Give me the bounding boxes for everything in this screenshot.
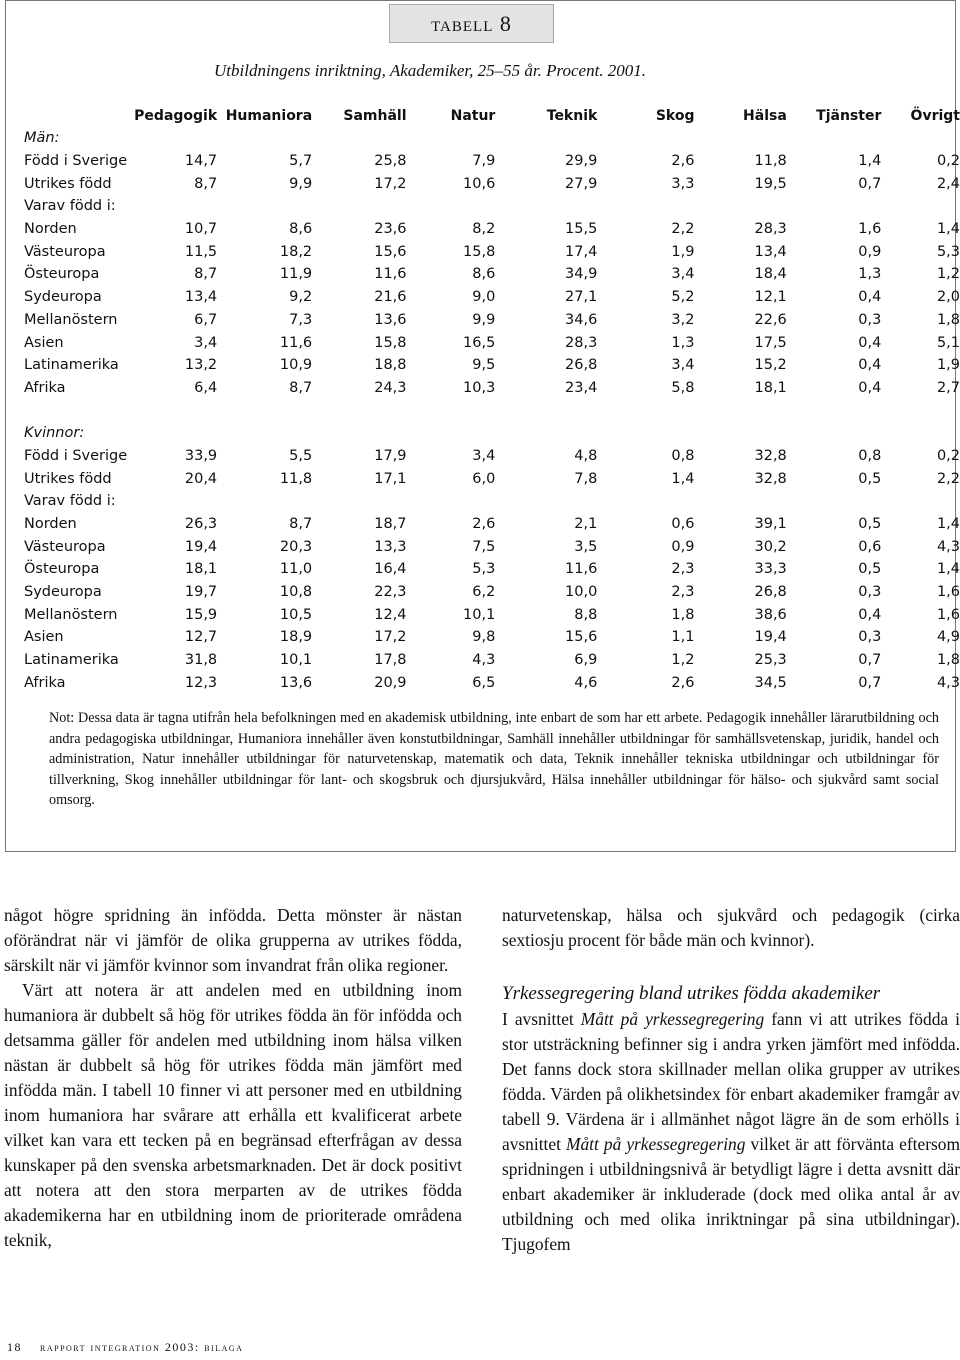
table-cell: 29,9: [565, 153, 598, 170]
table-cell: 2,1: [574, 516, 598, 533]
table-cell: 9,2: [289, 289, 313, 306]
row-label: Sydeuropa: [24, 584, 102, 601]
table-cell: 18,8: [374, 357, 407, 374]
publication-title: rapport integration 2003: bilaga: [40, 1340, 244, 1354]
section-label: Män:: [24, 130, 60, 147]
table-cell: 38,6: [754, 606, 787, 623]
column-header: Hälsa: [743, 107, 787, 124]
table-cell: [787, 490, 882, 513]
table-row: [24, 309, 960, 332]
table-cell: 17,2: [374, 629, 407, 646]
table-cell: 31,8: [184, 652, 218, 669]
table-cell: 6,7: [194, 311, 218, 328]
table-cell: 7,3: [289, 311, 313, 328]
table-cell: 1,4: [858, 153, 882, 170]
table-cell: 34,5: [754, 674, 787, 691]
row-label: Varav född i:: [24, 493, 116, 510]
table-cell: 20,3: [279, 538, 313, 555]
table-cell: 0,7: [858, 652, 882, 669]
table-cell: 33,9: [184, 447, 218, 464]
spacer-row: [24, 399, 960, 422]
table-row: [24, 218, 960, 241]
table-cell: 2,3: [671, 584, 695, 601]
table-cell: 1,9: [671, 243, 695, 260]
table-cell: 17,4: [565, 243, 598, 260]
table-cell: [881, 490, 960, 513]
table-cell: 8,6: [289, 221, 313, 238]
table-cell: 15,9: [184, 606, 218, 623]
table-cell: 8,7: [194, 266, 218, 283]
column-header: Pedagogik: [134, 107, 218, 124]
table-cell: [407, 490, 496, 513]
table-cell: [217, 195, 312, 218]
table-cell: 8,7: [194, 175, 218, 192]
table-cell: 27,9: [565, 175, 598, 192]
table-row: [24, 195, 960, 218]
table-cell: 10,7: [184, 221, 218, 238]
table-cell: 12,4: [374, 606, 407, 623]
table-row: [24, 672, 960, 695]
table-cell: 16,5: [463, 334, 496, 351]
table-cell: 19,4: [754, 629, 787, 646]
row-label: Mellanöstern: [24, 311, 118, 328]
table-cell: 11,6: [279, 334, 313, 351]
table-cell: 3,4: [671, 357, 695, 374]
table-cell: 13,2: [184, 357, 218, 374]
table-cell: 14,7: [184, 153, 218, 170]
table-cell: 1,6: [936, 584, 960, 601]
column-header: Natur: [450, 107, 496, 124]
table-cell: 0,6: [671, 516, 695, 533]
table-cell: 10,3: [463, 379, 496, 396]
table-cell: 11,0: [279, 561, 313, 578]
table-cell: [133, 490, 217, 513]
table-cell: 0,4: [858, 357, 882, 374]
section-label-row: [24, 422, 960, 445]
body-column-left: [4, 903, 462, 1253]
table-cell: 11,9: [279, 266, 313, 283]
table-cell: 0,7: [858, 175, 882, 192]
table-row: [24, 331, 960, 354]
table-cell: 6,0: [472, 470, 496, 487]
table-cell: [597, 195, 694, 218]
table-cell: 9,0: [472, 289, 496, 306]
table-cell: 32,8: [754, 470, 787, 487]
table-cell: [694, 490, 786, 513]
table-cell: 11,6: [374, 266, 407, 283]
table-cell: 6,4: [194, 379, 218, 396]
table-row: [24, 603, 960, 626]
table-cell: 5,7: [289, 153, 313, 170]
table-cell: 18,7: [374, 516, 407, 533]
table-cell: 17,9: [374, 447, 407, 464]
table-cell: [597, 490, 694, 513]
table-cell: 2,6: [472, 516, 496, 533]
table-cell: 0,4: [858, 379, 882, 396]
table-cell: 12,3: [184, 674, 218, 691]
table-cell: 10,8: [279, 584, 313, 601]
row-label: Latinamerika: [24, 357, 119, 374]
row-label: Sydeuropa: [24, 289, 102, 306]
table-cell: 0,6: [858, 538, 882, 555]
table-header-row: [24, 104, 960, 127]
table-cell: 26,8: [754, 584, 787, 601]
table-cell: 3,3: [671, 175, 695, 192]
table-cell: 17,1: [374, 470, 407, 487]
table-cell: 1,6: [858, 221, 882, 238]
table-cell: 6,2: [472, 584, 496, 601]
table-cell: 0,9: [671, 538, 695, 555]
table-cell: 10,1: [463, 606, 496, 623]
table-cell: 3,2: [671, 311, 695, 328]
table-cell: 11,8: [279, 470, 313, 487]
table-row: [24, 626, 960, 649]
row-label: Afrika: [24, 674, 66, 691]
table-cell: 11,6: [565, 561, 598, 578]
row-label: Västeuropa: [24, 538, 106, 555]
table-cell: 15,8: [374, 334, 407, 351]
column-header: Övrigt: [910, 107, 960, 124]
table-cell: 1,4: [936, 516, 960, 533]
table-cell: 1,9: [936, 357, 960, 374]
table-row: [24, 490, 960, 513]
column-header: Tjänster: [816, 107, 882, 124]
table-cell: 15,6: [565, 629, 598, 646]
table-cell: 13,4: [184, 289, 218, 306]
table-cell: 22,6: [754, 311, 787, 328]
paragraph: I avsnittet Mått på yrkessegregering fann vi att utrikes födda i stor utsträckning befinner sig i andra yrken jämfört med infödda. Det fanns dock stora skillnader mellan olika grupper av utrikes födda. Värden på olikhetsindex för enbart akademiker framgår av tabell 9. Värdena är i allmänhet något lägre än de som erhölls i avsnittet Mått på yrkessegregering vilket är att förvänta eftersom spridningen i utbildningsnivå är betydligt lägre i detta avsnitt där enbart akademiker är inkluderade (dock med olika antal år av utbildning och med olika inriktningar på sina utbildningar). Tjugofem: [502, 1009, 960, 1254]
table-cell: 5,2: [671, 289, 695, 306]
table-cell: 26,8: [565, 357, 598, 374]
table-row: [24, 263, 960, 286]
table-cell: [133, 195, 217, 218]
table-cell: 17,5: [754, 334, 787, 351]
table-cell: 10,9: [279, 357, 313, 374]
row-label: Född i Sverige: [24, 153, 128, 170]
table-cell: 18,4: [754, 266, 787, 283]
table-row: [24, 513, 960, 536]
table-cell: 23,6: [374, 221, 407, 238]
table-cell: 6,9: [574, 652, 598, 669]
table-cell: 11,5: [184, 243, 218, 260]
table-cell: [495, 195, 597, 218]
table-cell: 17,2: [374, 175, 407, 192]
table-cell: 0,8: [671, 447, 695, 464]
table-cell: 1,8: [936, 311, 960, 328]
table-cell: 18,9: [279, 629, 313, 646]
table-cell: 6,5: [472, 674, 496, 691]
table-cell: [495, 490, 597, 513]
table-cell: [312, 195, 406, 218]
table-cell: 8,8: [574, 606, 598, 623]
table-cell: 1,4: [936, 561, 960, 578]
row-label: Östeuropa: [24, 266, 100, 283]
row-label: Norden: [24, 221, 77, 238]
table-cell: 0,4: [858, 289, 882, 306]
table-cell: 0,4: [858, 606, 882, 623]
table-row: [24, 581, 960, 604]
table-cell: 1,8: [671, 606, 695, 623]
table-cell: 11,8: [754, 153, 787, 170]
table-row: [24, 535, 960, 558]
table-row: [24, 558, 960, 581]
table-cell: 9,9: [472, 311, 496, 328]
table-cell: 15,6: [374, 243, 407, 260]
table-cell: 34,9: [565, 266, 598, 283]
table-cell: 2,6: [671, 153, 695, 170]
table-cell: 1,2: [936, 266, 960, 283]
table-cell: 15,2: [754, 357, 787, 374]
table-cell: [787, 195, 882, 218]
table-cell: 33,3: [754, 561, 787, 578]
table-cell: 0,2: [936, 153, 960, 170]
table-cell: 13,3: [374, 538, 407, 555]
table-cell: 0,5: [858, 516, 882, 533]
table-cell: 3,4: [194, 334, 218, 351]
column-header: Skog: [655, 107, 695, 124]
table-cell: 27,1: [565, 289, 598, 306]
table-cell: 9,5: [472, 357, 496, 374]
table-cell: 23,4: [565, 379, 598, 396]
table-cell: 39,1: [754, 516, 787, 533]
table-cell: 10,1: [279, 652, 313, 669]
row-label: Latinamerika: [24, 652, 119, 669]
table-cell: 7,9: [472, 153, 496, 170]
table-cell: 3,4: [472, 447, 496, 464]
table-cell: 28,3: [754, 221, 787, 238]
table-cell: 0,3: [858, 311, 882, 328]
table-cell: 19,5: [754, 175, 787, 192]
table-subtitle: Utbildningens inriktning, Akademiker, 25–55 år. Procent. 2001.: [214, 61, 647, 80]
table-cell: 15,8: [463, 243, 496, 260]
table-cell: 5,3: [936, 243, 960, 260]
table-cell: 32,8: [754, 447, 787, 464]
column-header: Humaniora: [225, 107, 313, 124]
row-label: Varav född i:: [24, 198, 116, 215]
table-cell: 13,4: [754, 243, 787, 260]
table-cell: 3,4: [671, 266, 695, 283]
table-cell: 1,8: [936, 652, 960, 669]
table-cell: 21,6: [374, 289, 407, 306]
table-cell: 4,9: [936, 629, 960, 646]
table-cell: 17,8: [374, 652, 407, 669]
table-cell: [694, 195, 786, 218]
table-cell: 0,8: [858, 447, 882, 464]
table-row: [24, 377, 960, 400]
table-cell: 4,6: [574, 674, 598, 691]
table-cell: 0,3: [858, 629, 882, 646]
table-cell: 28,3: [565, 334, 598, 351]
table-cell: 25,8: [374, 153, 407, 170]
table-cell: 34,6: [565, 311, 598, 328]
table-cell: 0,9: [858, 243, 882, 260]
table-cell: 7,5: [472, 538, 496, 555]
table-cell: 10,5: [279, 606, 313, 623]
row-label: Utrikes född: [24, 470, 112, 487]
table-cell: 5,8: [671, 379, 695, 396]
table-cell: 12,7: [184, 629, 218, 646]
row-label: Född i Sverige: [24, 447, 128, 464]
table-cell: 1,2: [671, 652, 695, 669]
table-cell: 13,6: [279, 674, 313, 691]
table-cell: 2,2: [936, 470, 960, 487]
section-label: Kvinnor:: [24, 425, 85, 442]
table-cell: 16,4: [374, 561, 407, 578]
table-cell: 1,1: [671, 629, 695, 646]
table-row: [24, 172, 960, 195]
table-cell: [312, 490, 406, 513]
table-cell: 15,5: [565, 221, 598, 238]
table-cell: 3,5: [574, 538, 598, 555]
paragraph: Värt att notera är att andelen med en utbildning inom humaniora är dubbelt så hög för utrikes födda än för infödda och detsamma gäller för andelen med utbildning inom hälsa vilken nästan är dubbelt så hög för utrikes födda män jämfört med infödda män. I tabell 10 finner vi att personer med en utbildning inom humaniora har svårare att erhålla ett kvalificerat arbete vilket kan vara ett tecken på en begränsad efterfrågan av dessa kunskaper på den svenska arbetsmarknaden. Det är dock positivt att notera att den stora merparten av de utrikes födda akademikerna har en utbildning inom de prioriterade områdena teknik,: [4, 980, 462, 1250]
table-cell: 2,3: [671, 561, 695, 578]
table-cell: 18,1: [184, 561, 218, 578]
table-cell: 5,1: [936, 334, 960, 351]
table-row: [24, 150, 960, 173]
row-label: Asien: [24, 334, 64, 351]
page-footer: [7, 1340, 261, 1355]
row-label: Afrika: [24, 379, 66, 396]
table-label: tabell 8: [389, 4, 554, 43]
table-cell: 8,2: [472, 221, 496, 238]
table-cell: 2,7: [936, 379, 960, 396]
table-cell: [407, 195, 496, 218]
table-cell: 8,6: [472, 266, 496, 283]
table-cell: 4,3: [936, 538, 960, 555]
table-row: [24, 445, 960, 468]
paragraph: naturvetenskap, hälsa och sjukvård och pedagogik (cirka sextiosju procent för både män och kvinnor).: [502, 905, 960, 950]
table-cell: 2,2: [671, 221, 695, 238]
table-cell: 4,3: [472, 652, 496, 669]
table-cell: 1,3: [671, 334, 695, 351]
row-label: Norden: [24, 516, 77, 533]
table-cell: 0,5: [858, 470, 882, 487]
table-cell: 24,3: [374, 379, 407, 396]
table-cell: 1,4: [671, 470, 695, 487]
table-cell: 12,1: [754, 289, 787, 306]
table-cell: 19,7: [184, 584, 218, 601]
table-row: [24, 467, 960, 490]
table-row: [24, 286, 960, 309]
table-cell: 1,4: [936, 221, 960, 238]
table-row: [24, 354, 960, 377]
table-cell: 0,3: [858, 584, 882, 601]
table-cell: 4,3: [936, 674, 960, 691]
row-label: Utrikes född: [24, 175, 112, 192]
table-cell: 18,2: [279, 243, 313, 260]
table-cell: 2,4: [936, 175, 960, 192]
table-row: [24, 649, 960, 672]
table-cell: 0,7: [858, 674, 882, 691]
table-cell: 25,3: [754, 652, 787, 669]
row-label: Västeuropa: [24, 243, 106, 260]
data-table: [24, 104, 960, 694]
table-cell: 7,8: [574, 470, 598, 487]
body-column-right: [502, 903, 960, 1257]
table-cell: 26,3: [184, 516, 218, 533]
table-cell: 9,9: [289, 175, 313, 192]
table-cell: [881, 195, 960, 218]
table-cell: 5,5: [289, 447, 313, 464]
table-cell: 1,6: [936, 606, 960, 623]
row-label: Mellanöstern: [24, 606, 118, 623]
table-cell: 0,2: [936, 447, 960, 464]
table-cell: 30,2: [754, 538, 787, 555]
table-cell: 19,4: [184, 538, 218, 555]
section-heading: Yrkessegregering bland utrikes födda akademiker: [502, 983, 881, 1004]
table-cell: 2,6: [671, 674, 695, 691]
table-cell: 4,8: [574, 447, 598, 464]
table-cell: 18,1: [754, 379, 787, 396]
row-label: Asien: [24, 629, 64, 646]
table-cell: 9,8: [472, 629, 496, 646]
row-label: Östeuropa: [24, 561, 100, 578]
table-cell: 8,7: [289, 516, 313, 533]
table-cell: 10,0: [565, 584, 598, 601]
table-cell: 2,0: [936, 289, 960, 306]
column-header: Teknik: [546, 107, 598, 124]
table-cell: 0,5: [858, 561, 882, 578]
table-cell: 8,7: [289, 379, 313, 396]
section-label-row: [24, 127, 960, 150]
table-row: [24, 240, 960, 263]
page-number: 18: [7, 1340, 22, 1354]
paragraph: något högre spridning än infödda. Detta mönster är nästan oförändrat när vi jämför de olika grupperna av utrikes födda, särskilt när vi jämför kvinnor som invandrat från olika regioner.: [4, 905, 462, 975]
table-cell: 0,4: [858, 334, 882, 351]
column-header: Samhäll: [343, 107, 407, 124]
table-cell: 20,9: [374, 674, 407, 691]
table-cell: 13,6: [374, 311, 407, 328]
table-cell: 5,3: [472, 561, 496, 578]
table-cell: 20,4: [184, 470, 218, 487]
table-note: Not: Dessa data är tagna utifrån hela befolkningen med en akademisk utbildning, inte enbart de som har ett arbete. Pedagogik innehåller lärarutbildning och andra pedagogiska utbildningar, Humaniora innehåller även konstutbildningar, Samhäll innehåller utbildningar för samhällsvetenskap, juridik, handel och administration, Natur innehåller utbildningar för naturvetenskap, matematik och data, Teknik innehåller tekniska utbildningar och utbildningar för tillverkning, Skog innehåller utbildningar för lant- och skogsbruk och djursjukvård, Hälsa innehåller utbildningar för hälso- och sjukvård samt social omsorg.: [49, 710, 939, 808]
table-cell: 10,6: [463, 175, 496, 192]
table-cell: [217, 490, 312, 513]
table-cell: 1,3: [858, 266, 882, 283]
table-cell: 22,3: [374, 584, 407, 601]
